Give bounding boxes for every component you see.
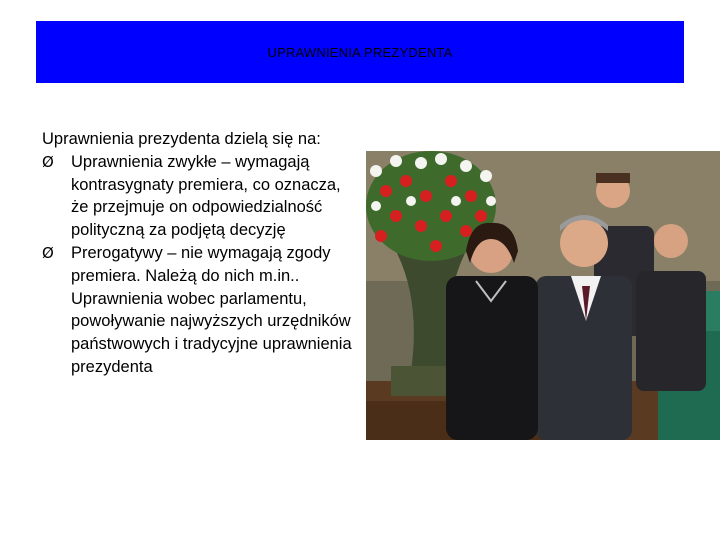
slide-body bbox=[42, 128, 352, 379]
president-photo bbox=[366, 151, 720, 440]
bullet-item bbox=[42, 242, 352, 379]
title-bar bbox=[36, 21, 684, 83]
bullet-text: Prerogatywy – nie wymagają zgody premiera. Należą do nich m.in.. Uprawnienia wobec parlamentu, powoływanie najwyższych urzędników państwowych i tradycyjne uprawnienia prezydenta bbox=[71, 243, 352, 376]
intro-text: Uprawnienia prezydenta dzielą się na: bbox=[42, 130, 321, 148]
arrow-bullet-icon: Ø bbox=[42, 152, 54, 171]
arrow-bullet-icon: Ø bbox=[42, 243, 54, 262]
slide-title: UPRAWNIENIA PREZYDENTA bbox=[267, 44, 453, 60]
bullet-text: Uprawnienia zwykłe – wymagają kontrasygnaty premiera, co oznacza, że przejmuje on odpowiedzialność polityczną za podjętą decyzję bbox=[71, 152, 341, 240]
bullet-item bbox=[42, 151, 352, 242]
